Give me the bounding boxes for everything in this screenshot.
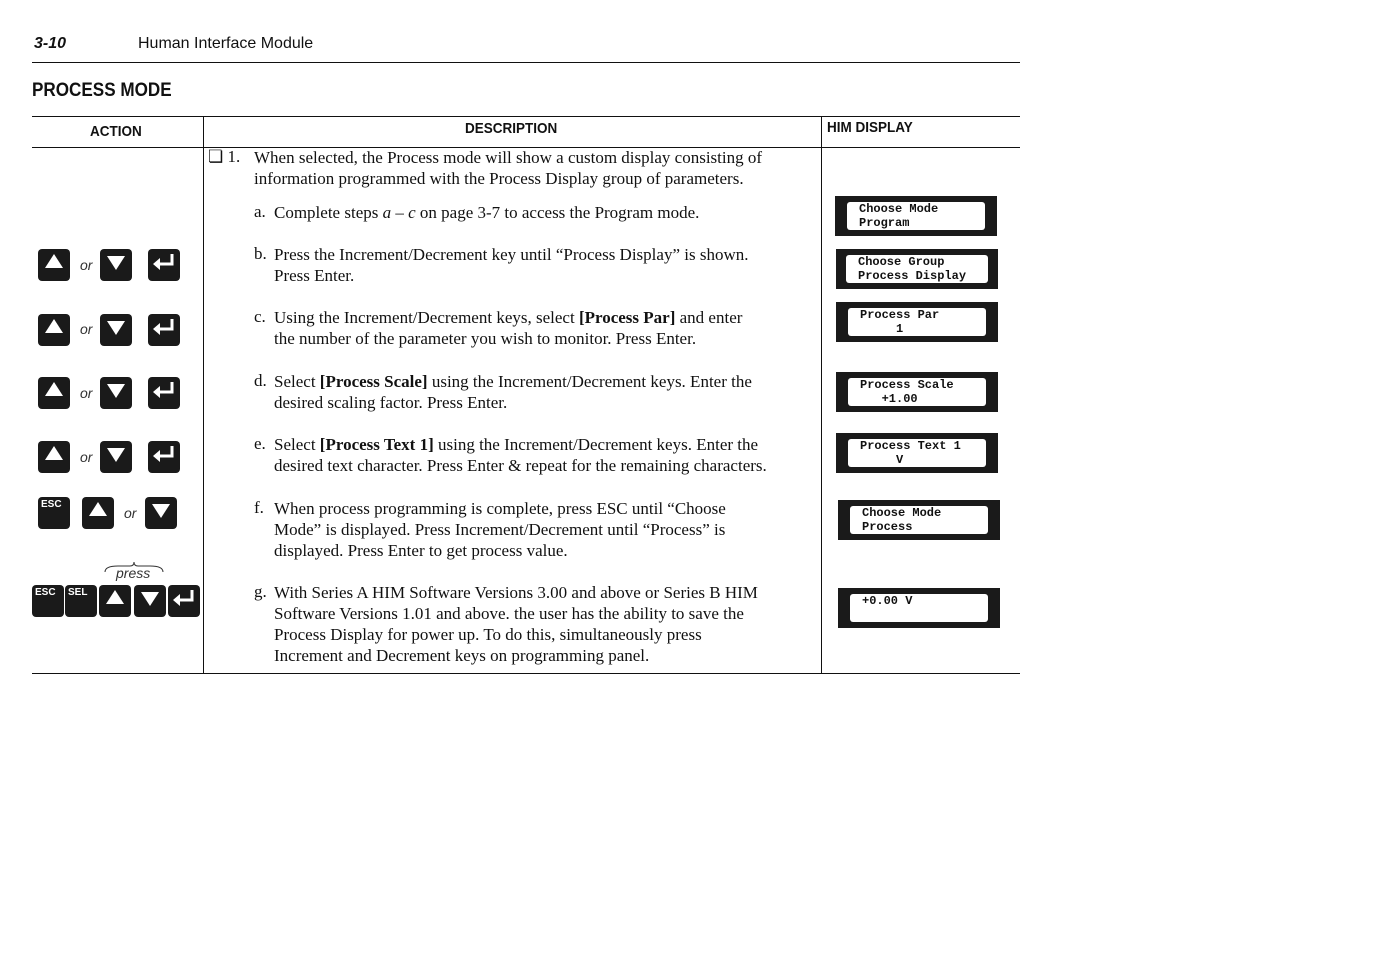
- decrement-key[interactable]: [145, 497, 177, 529]
- him-display: [838, 588, 1000, 628]
- press-label: press: [116, 565, 151, 581]
- him-display: [836, 249, 998, 289]
- up-arrow-icon: [38, 441, 70, 473]
- substep-letter: b.: [254, 244, 267, 263]
- sel-key-label: SEL: [68, 587, 88, 598]
- column-divider-description: [821, 116, 822, 674]
- him-display: [836, 433, 998, 473]
- decrement-key[interactable]: [100, 314, 132, 346]
- substep-g-text: With Series A HIM Software Versions 3.00 and above or Series B HIM Software Versions 1.01 and above. the user has the ability to save the Process Display for power up. To do this, simultaneously press Increment and Decrement keys on programming panel.: [274, 583, 758, 665]
- decrement-key[interactable]: [134, 585, 166, 617]
- him-display: [838, 500, 1000, 540]
- him-display: [836, 302, 998, 342]
- column-header-him-display: HIM DISPLAY: [827, 119, 913, 136]
- section-title: PROCESS MODE: [32, 80, 172, 101]
- sel-key[interactable]: [65, 585, 97, 617]
- enter-key[interactable]: [148, 441, 180, 473]
- enter-key[interactable]: [148, 249, 180, 281]
- esc-key[interactable]: [32, 585, 64, 617]
- him-display-line2: +1.00: [860, 392, 918, 406]
- substep-letter: e.: [254, 434, 266, 453]
- up-arrow-icon: [82, 497, 114, 529]
- him-display-line2: Process: [862, 520, 913, 534]
- him-display-line2: V: [860, 453, 904, 467]
- up-arrow-icon: [38, 314, 70, 346]
- substep-e-text: Select [Process Text 1] using the Increment/Decrement keys. Enter the desired text character. Press Enter & repeat for the remaining characters.: [274, 435, 767, 475]
- substep-letter: a.: [254, 202, 266, 221]
- or-label: or: [124, 505, 137, 521]
- or-label: or: [80, 257, 93, 273]
- substep-c-text: Using the Increment/Decrement keys, select [Process Par] and enter the number of the parameter you wish to monitor. Press Enter.: [274, 308, 743, 348]
- substep-d-text: Select [Process Scale] using the Increment/Decrement keys. Enter the desired scaling factor. Press Enter.: [274, 372, 752, 412]
- up-arrow-icon: [38, 377, 70, 409]
- down-arrow-icon: [100, 314, 132, 346]
- substep-letter: c.: [254, 307, 266, 326]
- table-top-border: [32, 116, 1020, 117]
- substep-letter: g.: [254, 582, 267, 601]
- enter-icon: [168, 585, 200, 617]
- step-intro-line: When selected, the Process mode will show a custom display consisting of: [254, 148, 763, 167]
- decrement-key[interactable]: [100, 377, 132, 409]
- step-number: ❏ 1.: [208, 147, 241, 166]
- him-display-line1: Process Scale: [860, 378, 954, 392]
- down-arrow-icon: [100, 249, 132, 281]
- column-header-action: ACTION: [90, 123, 142, 140]
- substep-letter: d.: [254, 371, 267, 390]
- or-label: or: [80, 321, 93, 337]
- or-label: or: [80, 385, 93, 401]
- him-display-line1: Choose Mode: [862, 506, 942, 520]
- him-display: [835, 196, 997, 236]
- step-intro-line: information programmed with the Process Display group of parameters.: [254, 169, 744, 188]
- him-display-line1: Choose Group: [858, 255, 945, 269]
- him-display-line1: Process Text 1: [860, 439, 961, 453]
- down-arrow-icon: [134, 585, 166, 617]
- decrement-key[interactable]: [100, 249, 132, 281]
- enter-icon: [148, 377, 180, 409]
- him-display-line1: Choose Mode: [859, 202, 939, 216]
- substep-letter: f.: [254, 498, 264, 517]
- increment-key[interactable]: [99, 585, 131, 617]
- him-display-line1: Process Par: [860, 308, 940, 322]
- him-display-line2: 1: [860, 322, 904, 336]
- decrement-key[interactable]: [100, 441, 132, 473]
- enter-key[interactable]: [168, 585, 200, 617]
- up-arrow-icon: [99, 585, 131, 617]
- header-rule: [32, 62, 1020, 63]
- page-number: 3-10: [34, 35, 67, 52]
- enter-icon: [148, 314, 180, 346]
- enter-icon: [148, 249, 180, 281]
- down-arrow-icon: [145, 497, 177, 529]
- increment-key[interactable]: [38, 377, 70, 409]
- substep-b-text: Press the Increment/Decrement key until “Process Display” is shown. Press Enter.: [274, 245, 749, 285]
- increment-key[interactable]: [38, 249, 70, 281]
- step-intro: [254, 147, 762, 189]
- up-arrow-icon: [38, 249, 70, 281]
- running-header-title: Human Interface Module: [138, 35, 314, 52]
- down-arrow-icon: [100, 441, 132, 473]
- column-header-description: DESCRIPTION: [465, 120, 558, 137]
- substep-f-text: When process programming is complete, press ESC until “Choose Mode” is displayed. Press Increment/Decrement until “Process” is displayed. Press Enter to get process value.: [274, 499, 726, 560]
- enter-key[interactable]: [148, 314, 180, 346]
- enter-key[interactable]: [148, 377, 180, 409]
- increment-key[interactable]: [38, 441, 70, 473]
- or-label: or: [80, 449, 93, 465]
- him-display-line1: +0.00 V: [862, 594, 913, 608]
- him-display: [836, 372, 998, 412]
- increment-key[interactable]: [82, 497, 114, 529]
- increment-key[interactable]: [38, 314, 70, 346]
- him-display-line2: Process Display: [858, 269, 967, 283]
- esc-key-label: ESC: [41, 499, 62, 510]
- enter-icon: [148, 441, 180, 473]
- him-display-line2: Program: [859, 216, 910, 230]
- substep-a-text: Complete steps a – c on page 3-7 to access the Program mode.: [274, 203, 700, 222]
- down-arrow-icon: [100, 377, 132, 409]
- column-divider-action: [203, 116, 204, 674]
- table-bottom-border: [32, 673, 1020, 674]
- esc-key[interactable]: [38, 497, 70, 529]
- esc-key-label: ESC: [35, 587, 56, 598]
